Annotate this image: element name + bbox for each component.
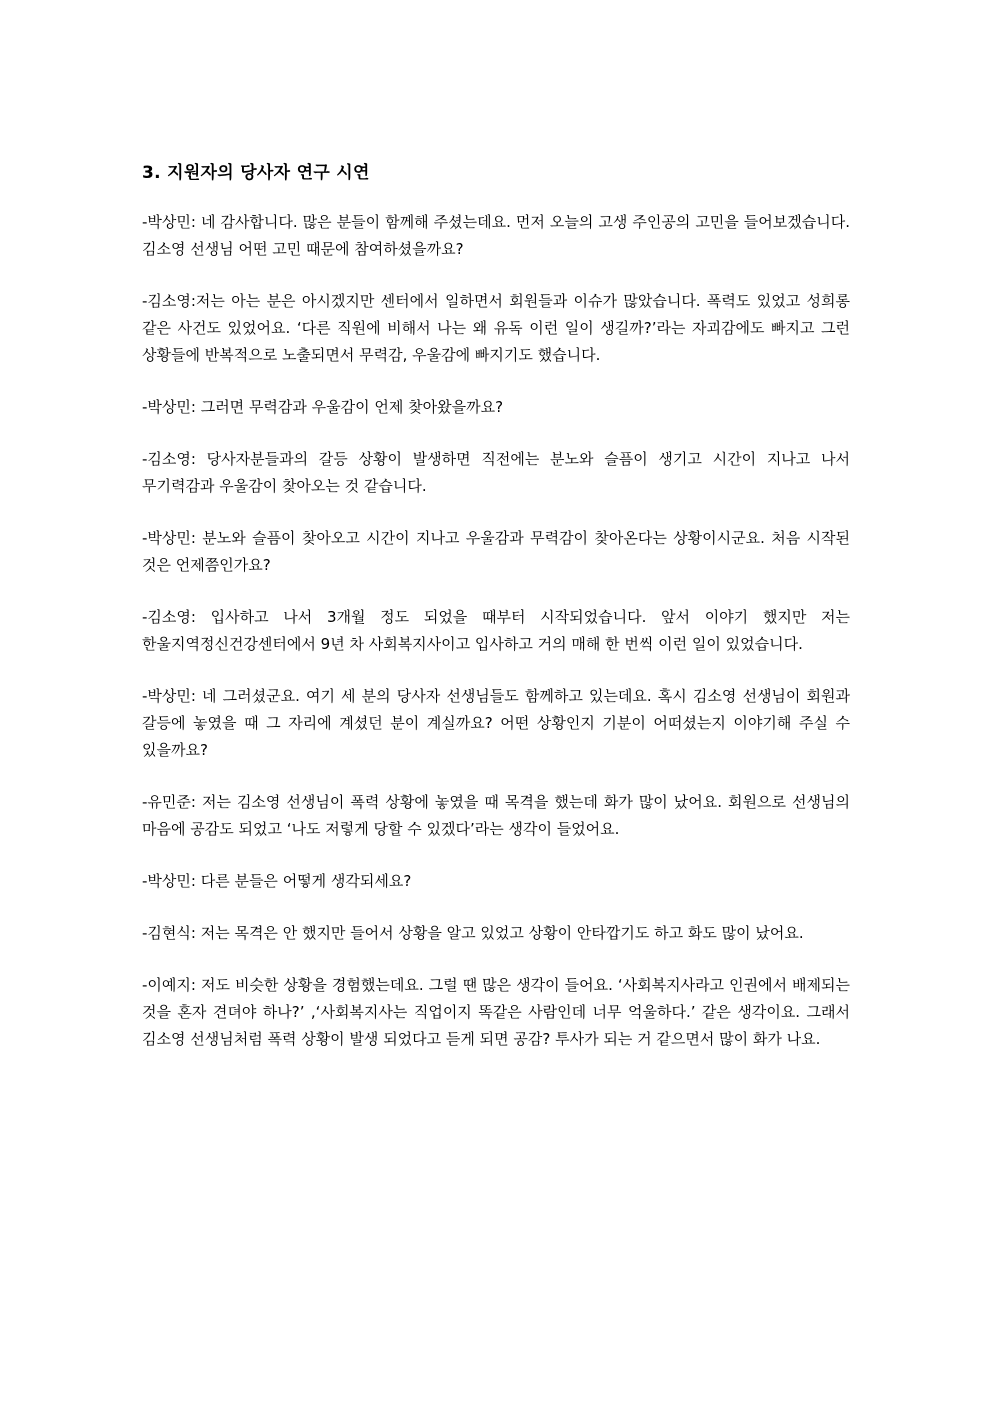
section-heading: 3. 지원자의 당사자 연구 시연 — [142, 163, 370, 183]
paragraph-3: -박상민: 그러면 무력감과 우울감이 언제 찾아왔을까요? — [142, 398, 504, 416]
paragraph-7: -박상민: 네 그러셨군요. 여기 세 분의 당사자 선생님들도 함께하고 있는데요. 혹시 김소영 선생님이 회원과 갈등에 놓였을 때 그 자리에 계셨던 분이 계실까요? 어떤 상황인지 기분이 어떠셨는지 이야기해 주실 수 있을까요? — [142, 687, 850, 759]
paragraph-11: -이예지: 저도 비슷한 상황을 경험했는데요. 그럴 땐 많은 생각이 들어요. ‘사회복지사라고 인권에서 배제되는 것을 혼자 견뎌야 하나?’ ,‘사회복지사는 직업이지 똑같은 사람인데 너무 억울하다.’ 같은 생각이요. 그래서 김소영 선생님처럼 폭력 상황이 발생 되었다고 듣게 되면 공감? 투사가 되는 거 같으면서 많이 화가 나요. — [142, 976, 850, 1048]
document-page — [142, 160, 850, 1078]
paragraph-10: -김현식: 저는 목격은 안 했지만 들어서 상황을 알고 있었고 상황이 안타깝기도 하고 화도 많이 났어요. — [142, 924, 804, 942]
paragraph-1: -박상민: 네 감사합니다. 많은 분들이 함께해 주셨는데요. 먼저 오늘의 고생 주인공의 고민을 들어보겠습니다. 김소영 선생님 어떤 고민 때문에 참여하셨을까요? — [142, 213, 850, 258]
paragraph-6: -김소영: 입사하고 나서 3개월 정도 되었을 때부터 시작되었습니다. 앞서 이야기 했지만 저는 한울지역정신건강센터에서 9년 차 사회복지사이고 입사하고 거의 매해 한 번씩 이런 일이 있었습니다. — [142, 608, 850, 653]
paragraph-8: -유민준: 저는 김소영 선생님이 폭력 상황에 놓였을 때 목격을 했는데 화가 많이 났어요. 회원으로 선생님의 마음에 공감도 되었고 ‘나도 저렇게 당할 수 있겠다’라는 생각이 들었어요. — [142, 793, 850, 838]
paragraph-5: -박상민: 분노와 슬픔이 찾아오고 시간이 지나고 우울감과 무력감이 찾아온다는 상황이시군요. 처음 시작된 것은 언제쯤인가요? — [142, 529, 850, 574]
paragraph-9: -박상민: 다른 분들은 어떻게 생각되세요? — [142, 872, 412, 890]
paragraph-4: -김소영: 당사자분들과의 갈등 상황이 발생하면 직전에는 분노와 슬픔이 생기고 시간이 지나고 나서 무기력감과 우울감이 찾아오는 것 같습니다. — [142, 450, 850, 495]
paragraph-2: -김소영:저는 아는 분은 아시겠지만 센터에서 일하면서 회원들과 이슈가 많았습니다. 폭력도 있었고 성희롱 같은 사건도 있었어요. ‘다른 직원에 비해서 나는 왜 유독 이런 일이 생길까?’라는 자괴감에도 빠지고 그런 상황들에 반복적으로 노출되면서 무력감, 우울감에 빠지기도 했습니다. — [142, 292, 850, 364]
